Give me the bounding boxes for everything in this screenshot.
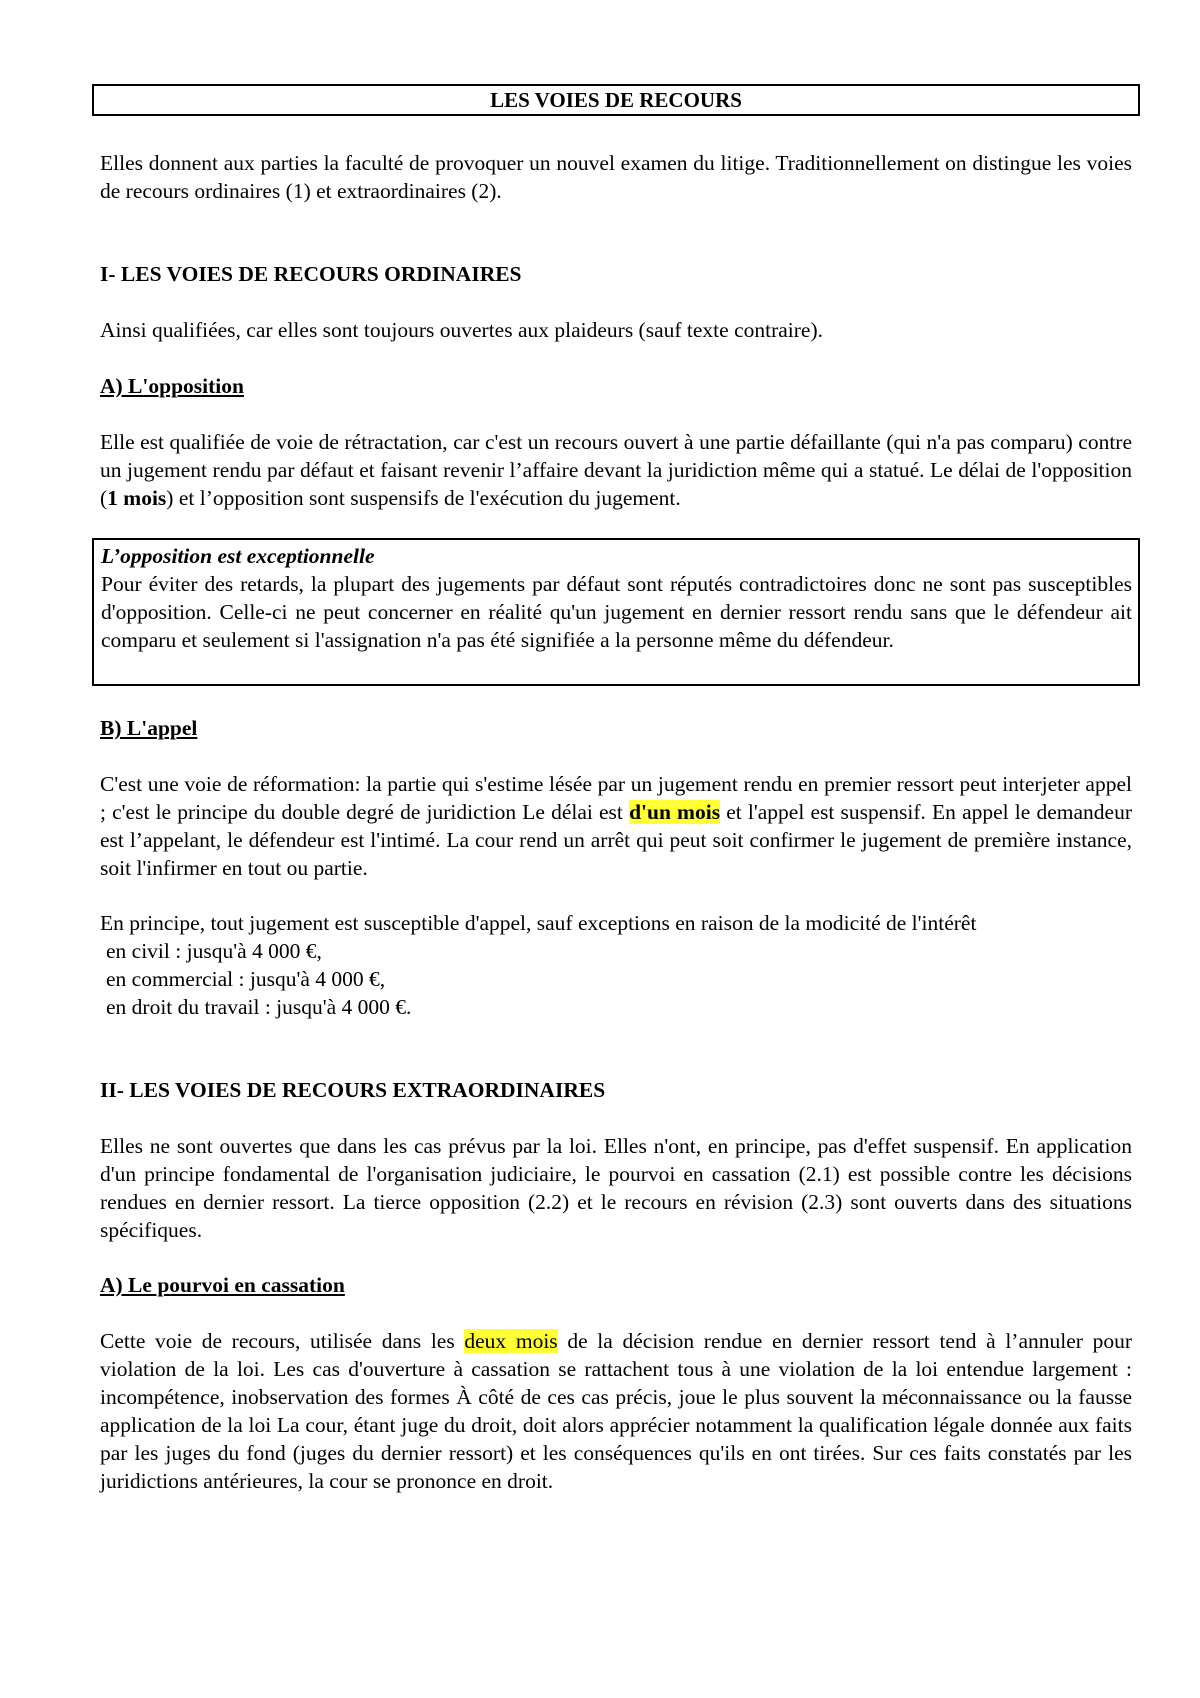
section1-heading: I- LES VOIES DE RECOURS ORDINAIRES: [100, 262, 522, 286]
section2-intro: Elles ne sont ouvertes que dans les cas prévus par la loi. Elles n'ont, en principe, pas d'effet suspensif. En application d'un principe fondamental de l'organisation judiciaire, le pourvoi en cassation (2.1) est possible contre les décisions rendues en dernier ressort. La tierce opposition (2.2) et le recours en révision (2.3) sont ouverts dans des situations spécifiques.: [100, 1134, 1132, 1242]
opposition-text-part2: ) et l’opposition sont suspensifs de l'exécution du jugement.: [166, 486, 681, 510]
appel-delay-highlight: d'un mois: [629, 800, 721, 824]
appel-text-part2: et l'appel est suspensif. En appel le demandeur est l’appelant, le défendeur est l'intimé. La cour rend un arrêt qui peut soit confirmer le jugement de première instance, soit l'infirmer en tout ou partie.: [100, 800, 1132, 880]
opposition-text-part1: Elle est qualifiée de voie de rétractation, car c'est un recours ouvert à une partie défaillante (qui n'a pas comparu) contre un jugement rendu par défaut et faisant revenir l’affaire devant la juridiction même qui a statué. Le délai de l'opposition (: [100, 430, 1132, 510]
appel-exception-item: en civil : jusqu'à 4 000 €,: [106, 939, 322, 963]
appel-exception-item: en commercial : jusqu'à 4 000 €,: [106, 967, 386, 991]
appel-paragraph: [100, 770, 1132, 882]
cassation-delay-highlight: deux mois: [464, 1329, 558, 1353]
opposition-note-box: [92, 538, 1140, 686]
note-title: L’opposition est exceptionnelle: [101, 544, 375, 568]
appel-exception-item: en droit du travail : jusqu'à 4 000 €.: [106, 995, 412, 1019]
cassation-text-part1: Cette voie de recours, utilisée dans les: [100, 1329, 465, 1353]
cassation-paragraph: [100, 1327, 1132, 1495]
appel-principle: En principe, tout jugement est susceptible d'appel, sauf exceptions en raison de la modicité de l'intérêt: [100, 911, 977, 935]
note-text: Pour éviter des retards, la plupart des jugements par défaut sont réputés contradictoires donc ne sont pas susceptibles d'opposition. Celle-ci ne peut concerner en réalité qu'un jugement en dernier ressort rendu sans que le défendeur ait comparu et seulement si l'assignation n'a pas été signifiée a la personne même du défendeur.: [101, 572, 1132, 652]
cassation-heading: A) Le pourvoi en cassation: [100, 1273, 345, 1297]
appel-heading: B) L'appel: [100, 716, 198, 740]
cassation-text-part2: de la décision rendue en dernier ressort tend à l’annuler pour violation de la loi. Les cas d'ouverture à cassation se rattachent tous à une violation de la loi entendue largement : incompétence, inobservation des formes À côté de ces cas précis, joue le plus souvent la méconnaissance ou la fausse application de la loi La cour, étant juge du droit, doit alors apprécier notamment la qualification légale donnée aux faits par les juges du fond (juges du dernier ressort) et les conséquences qu'ils en ont tirées. Sur ces faits constatés par les juridictions antérieures, la cour se prononce en droit.: [100, 1329, 1133, 1493]
intro-paragraph: Elles donnent aux parties la faculté de provoquer un nouvel examen du litige. Traditionnellement on distingue les voies de recours ordinaires (1) et extraordinaires (2).: [100, 151, 1132, 203]
opposition-delay-bold: 1 mois: [107, 486, 167, 510]
opposition-heading: A) L'opposition: [100, 374, 244, 398]
section2-heading: II- LES VOIES DE RECOURS EXTRAORDINAIRES: [100, 1078, 606, 1102]
section1-intro: Ainsi qualifiées, car elles sont toujours ouvertes aux plaideurs (sauf texte contraire).: [100, 318, 824, 342]
appel-text-part1: C'est une voie de réformation: la partie qui s'estime lésée par un jugement rendu en premier ressort peut interjeter appel ; c'est le principe du double degré de juridiction Le délai est: [100, 772, 1132, 824]
opposition-paragraph: [100, 428, 1132, 512]
document-title: LES VOIES DE RECOURS: [92, 84, 1140, 116]
